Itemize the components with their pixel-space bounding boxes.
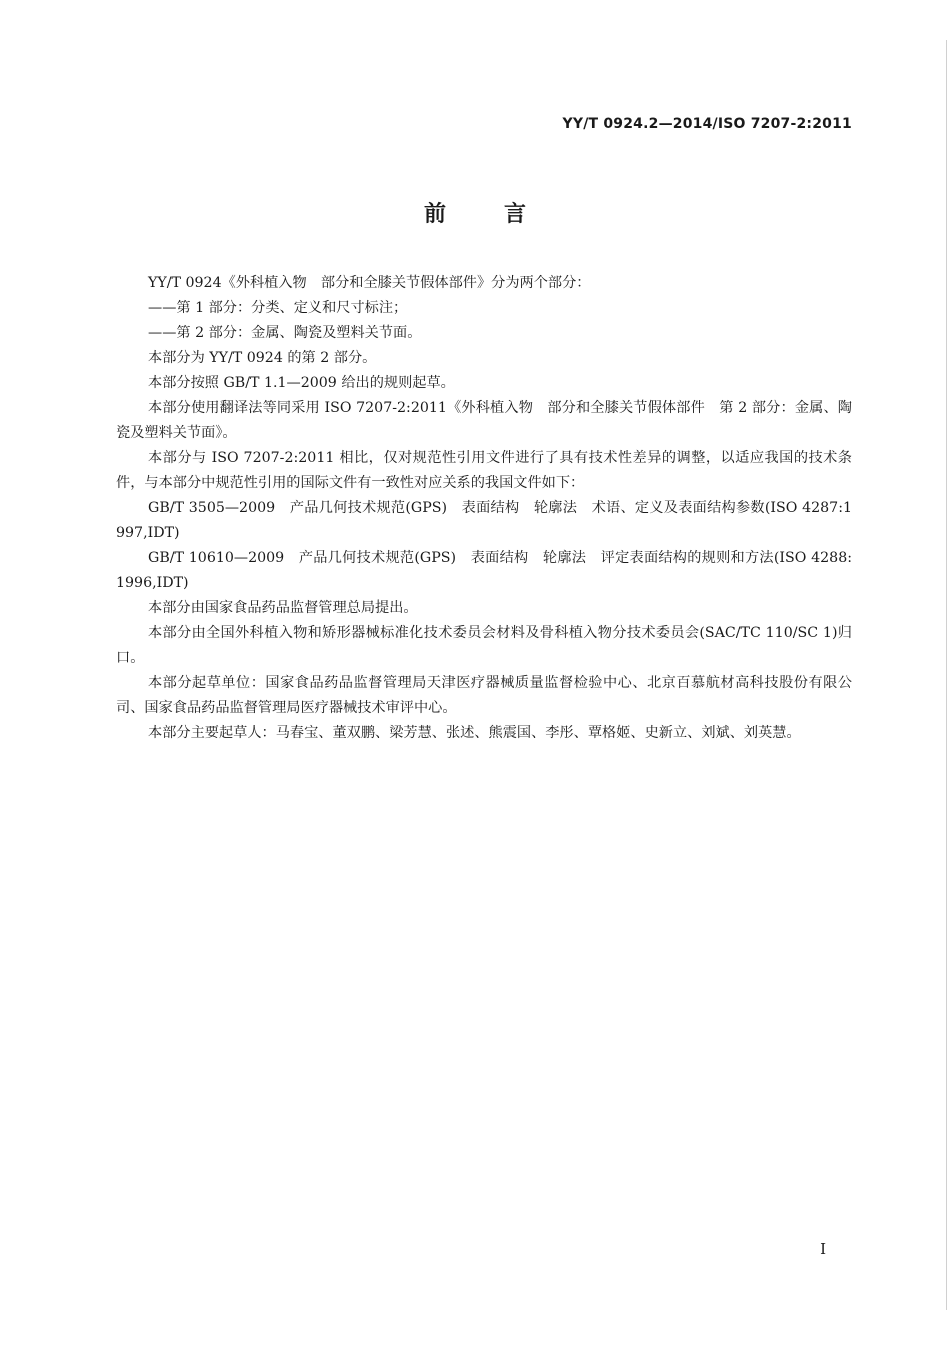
paragraph-part-2: ——第 2 部分：金属、陶瓷及塑料关节面。 <box>148 325 422 341</box>
foreword-body <box>116 271 852 746</box>
standard-code-header: YY/T 0924.2—2014/ISO 7207-2:2011 <box>562 116 852 132</box>
page-title: 前言 <box>423 202 584 227</box>
paragraph-series-intro: YY/T 0924《外科植入物 部分和全膝关节假体部件》分为两个部分： <box>148 275 591 291</box>
paragraph-drafting-rules: 本部分按照 GB/T 1.1—2009 给出的规则起草。 <box>148 375 455 391</box>
paragraph-part-1: ——第 1 部分：分类、定义和尺寸标注； <box>148 300 408 316</box>
paragraph-differences: 本部分与 ISO 7207-2:2011 相比，仅对规范性引用文件进行了具有技术性差异的调整，以适应我国的技术条件，与本部分中规范性引用的国际文件有一致性对应关系的我国文件如下： <box>116 450 852 491</box>
paragraph-adoption: 本部分使用翻译法等同采用 ISO 7207-2:2011《外科植入物 部分和全膝关节假体部件 第 2 部分：金属、陶瓷及塑料关节面》。 <box>116 400 852 441</box>
paragraph-reference-gbt3505: GB/T 3505—2009 产品几何技术规范(GPS) 表面结构 轮廓法 术语、定义及表面结构参数(ISO 4287:1997,IDT) <box>116 500 852 541</box>
page-number: I <box>820 1240 826 1258</box>
paragraph-reference-gbt10610: GB/T 10610—2009 产品几何技术规范(GPS) 表面结构 轮廓法 评定表面结构的规则和方法(ISO 4288:1996,IDT) <box>116 550 852 591</box>
scan-edge-line <box>946 40 947 1310</box>
paragraph-proposed-by: 本部分由国家食品药品监督管理总局提出。 <box>148 600 418 616</box>
paragraph-this-part: 本部分为 YY/T 0924 的第 2 部分。 <box>148 350 377 366</box>
paragraph-centralized-by: 本部分由全国外科植入物和矫形器械标准化技术委员会材料及骨科植入物分技术委员会(SAC/TC 110/SC 1)归口。 <box>116 625 852 666</box>
paragraph-drafters: 本部分主要起草人：马春宝、董双鹏、梁芳慧、张述、熊震国、李彤、覃格姬、史新立、刘斌、刘英慧。 <box>148 725 801 741</box>
paragraph-drafting-units: 本部分起草单位：国家食品药品监督管理局天津医疗器械质量监督检验中心、北京百慕航材高科技股份有限公司、国家食品药品监督管理局医疗器械技术审评中心。 <box>116 675 852 716</box>
